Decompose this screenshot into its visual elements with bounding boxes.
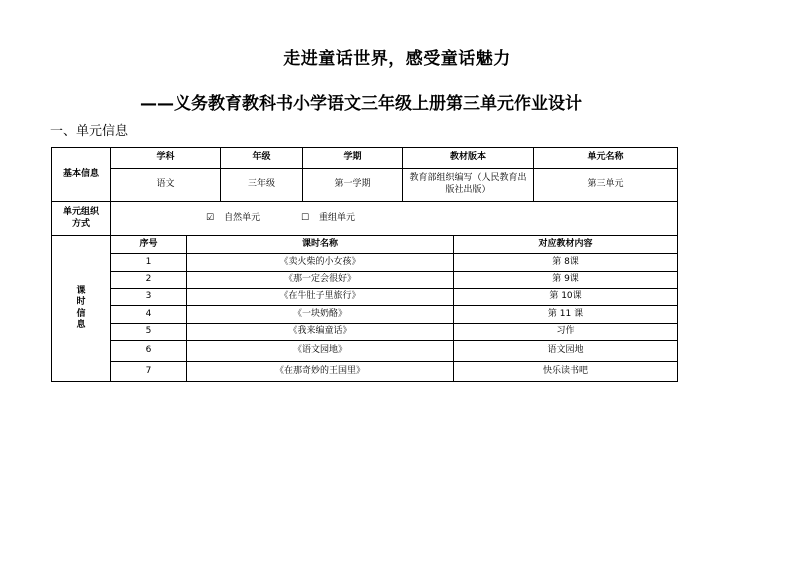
lesson-content: 快乐读书吧 bbox=[454, 362, 678, 382]
option-regrouped-unit[interactable] bbox=[301, 213, 355, 224]
document-subtitle: ——义务教育教科书小学语文三年级上册第三单元作业设计 bbox=[140, 94, 582, 114]
lesson-info-char: 息 bbox=[76, 319, 86, 330]
lesson-content: 第 9课 bbox=[454, 272, 678, 289]
lesson-name: 《卖火柴的小女孩》 bbox=[187, 254, 454, 272]
unit-org-label-text: 单元组织方式 bbox=[63, 207, 100, 229]
value-textbook-version bbox=[403, 169, 534, 202]
header-subject: 学科 bbox=[111, 148, 221, 169]
lesson-name: 《那一定会很好》 bbox=[187, 272, 454, 289]
section-heading-unit-info: 一、单元信息 bbox=[50, 124, 129, 139]
lesson-name: 《语文园地》 bbox=[187, 341, 454, 362]
lesson-content: 第 11 课 bbox=[454, 306, 678, 324]
table-row bbox=[52, 254, 678, 272]
value-subject: 语文 bbox=[111, 169, 221, 202]
header-grade: 年级 bbox=[221, 148, 303, 169]
header-semester: 学期 bbox=[303, 148, 403, 169]
lesson-name: 《在牛肚子里旅行》 bbox=[187, 289, 454, 306]
checked-checkbox-icon[interactable]: ☑ bbox=[206, 212, 215, 223]
value-semester: 第一学期 bbox=[303, 169, 403, 202]
option-regrouped-unit-label: 重组单元 bbox=[319, 212, 356, 223]
lesson-content: 第 10课 bbox=[454, 289, 678, 306]
table-row bbox=[52, 324, 678, 341]
lesson-number: 3 bbox=[111, 289, 187, 306]
table-row bbox=[52, 306, 678, 324]
option-natural-unit-label: 自然单元 bbox=[224, 212, 261, 223]
unit-org-options bbox=[111, 202, 678, 236]
header-lesson-number: 序号 bbox=[111, 236, 187, 254]
unit-info-table bbox=[51, 147, 678, 382]
lesson-content: 第 8课 bbox=[454, 254, 678, 272]
header-unit-name: 单元名称 bbox=[534, 148, 678, 169]
lesson-number: 6 bbox=[111, 341, 187, 362]
lesson-name: 《我来编童话》 bbox=[187, 324, 454, 341]
table-row bbox=[52, 289, 678, 306]
basic-info-label: 基本信息 bbox=[52, 148, 111, 202]
lesson-content: 习作 bbox=[454, 324, 678, 341]
lesson-info-label bbox=[52, 236, 111, 382]
lesson-info-char: 时 bbox=[76, 297, 86, 308]
unchecked-checkbox-icon[interactable]: ☐ bbox=[300, 212, 310, 223]
document-title: 走进童话世界，感受童话魅力 bbox=[283, 49, 511, 69]
header-textbook-version: 教材版本 bbox=[403, 148, 534, 169]
value-grade: 三年级 bbox=[221, 169, 303, 202]
lesson-number: 7 bbox=[111, 362, 187, 382]
option-natural-unit[interactable] bbox=[206, 213, 260, 224]
lesson-content: 语文园地 bbox=[454, 341, 678, 362]
header-lesson-content: 对应教材内容 bbox=[454, 236, 678, 254]
lesson-number: 5 bbox=[111, 324, 187, 341]
lesson-info-char: 课 bbox=[76, 286, 86, 296]
lesson-number: 1 bbox=[111, 254, 187, 272]
lesson-name: 《在那奇妙的王国里》 bbox=[187, 362, 454, 382]
lesson-name: 《一块奶酪》 bbox=[187, 306, 454, 324]
textbook-version-text: 教育部组织编写（人民教育出版社出版） bbox=[409, 173, 527, 195]
lesson-number: 2 bbox=[111, 272, 187, 289]
header-lesson-name: 课时名称 bbox=[187, 236, 454, 254]
lesson-number: 4 bbox=[111, 306, 187, 324]
value-unit-name: 第三单元 bbox=[534, 169, 678, 202]
table-row bbox=[52, 272, 678, 289]
unit-org-label bbox=[52, 202, 111, 236]
table-row bbox=[52, 341, 678, 362]
table-row bbox=[52, 362, 678, 382]
lesson-info-char: 信 bbox=[76, 308, 86, 319]
